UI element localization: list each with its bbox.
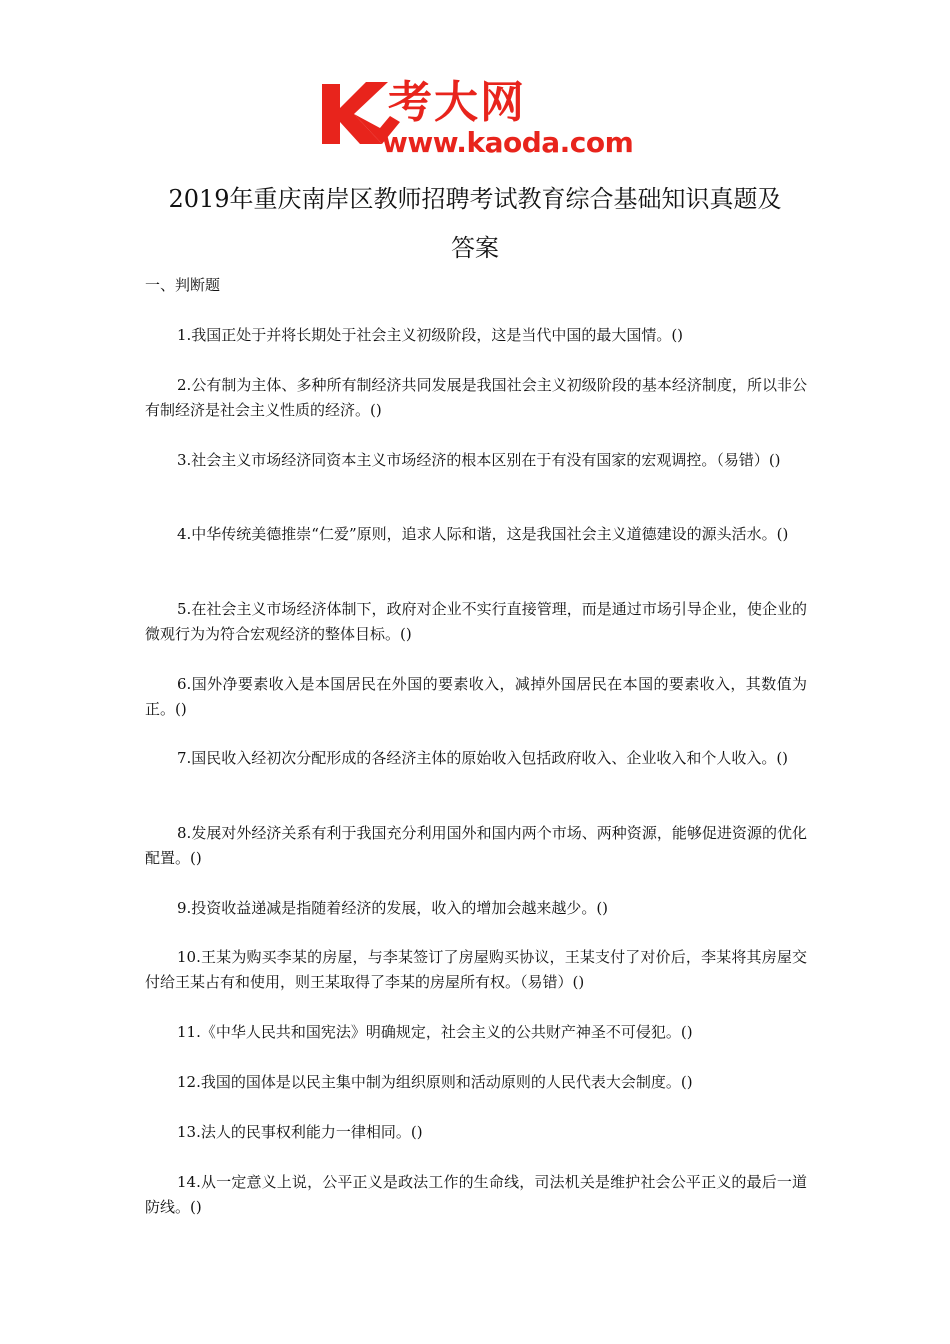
- question-item-11: 11.《中华人民共和国宪法》明确规定，社会主义的公共财产神圣不可侵犯。(): [177, 1023, 693, 1041]
- kaoda-logo[interactable]: [318, 78, 638, 160]
- question-item-6: 6.国外净要素收入是本国居民在外国的要素收入，减掉外国居民在本国的要素收入，其数值为正。(): [145, 675, 807, 718]
- question-item-5: 5.在社会主义市场经济体制下，政府对企业不实行直接管理，而是通过市场引导企业，使企业的微观行为为符合宏观经济的整体目标。(): [145, 600, 807, 643]
- logo-url-text: www.kaoda.com: [382, 126, 634, 159]
- question-item-7: 7.国民收入经初次分配形成的各经济主体的原始收入包括政府收入、企业收入和个人收入。(): [177, 749, 789, 767]
- question-item-12: 12.我国的国体是以民主集中制为组织原则和活动原则的人民代表大会制度。(): [177, 1073, 693, 1091]
- question-item-4: 4.中华传统美德推崇“仁爱”原则，追求人际和谐，这是我国社会主义道德建设的源头活水。(): [177, 525, 789, 543]
- question-item-13: 13.法人的民事权利能力一律相同。(): [177, 1123, 423, 1141]
- document-title-line-1: 2019年重庆南岸区教师招聘考试教育综合基础知识真题及: [168, 185, 782, 213]
- question-item-9: 9.投资收益递减是指随着经济的发展，收入的增加会越来越少。(): [177, 899, 609, 917]
- question-item-1: 1.我国正处于并将长期处于社会主义初级阶段，这是当代中国的最大国情。(): [177, 326, 684, 344]
- section-heading: 一、判断题: [145, 276, 221, 294]
- question-item-3: 3.社会主义市场经济同资本主义市场经济的根本区别在于有没有国家的宏观调控。（易错）(): [177, 451, 781, 469]
- question-item-14: 14.从一定意义上说，公平正义是政法工作的生命线，司法机关是维护社会公平正义的最后一道防线。(): [145, 1173, 807, 1216]
- question-item-2: 2.公有制为主体、多种所有制经济共同发展是我国社会主义初级阶段的基本经济制度，所以非公有制经济是社会主义性质的经济。(): [145, 376, 807, 419]
- question-item-8: 8.发展对外经济关系有利于我国充分利用国外和国内两个市场、两种资源，能够促进资源的优化配置。(): [145, 824, 807, 867]
- question-item-10: 10.王某为购买李某的房屋，与李某签订了房屋购买协议，王某支付了对价后，李某将其房屋交付给王某占有和使用，则王某取得了李某的房屋所有权。（易错）(): [145, 948, 807, 991]
- document-title-line-2: 答案: [451, 234, 499, 262]
- logo-chinese-text: 考大网: [388, 77, 526, 128]
